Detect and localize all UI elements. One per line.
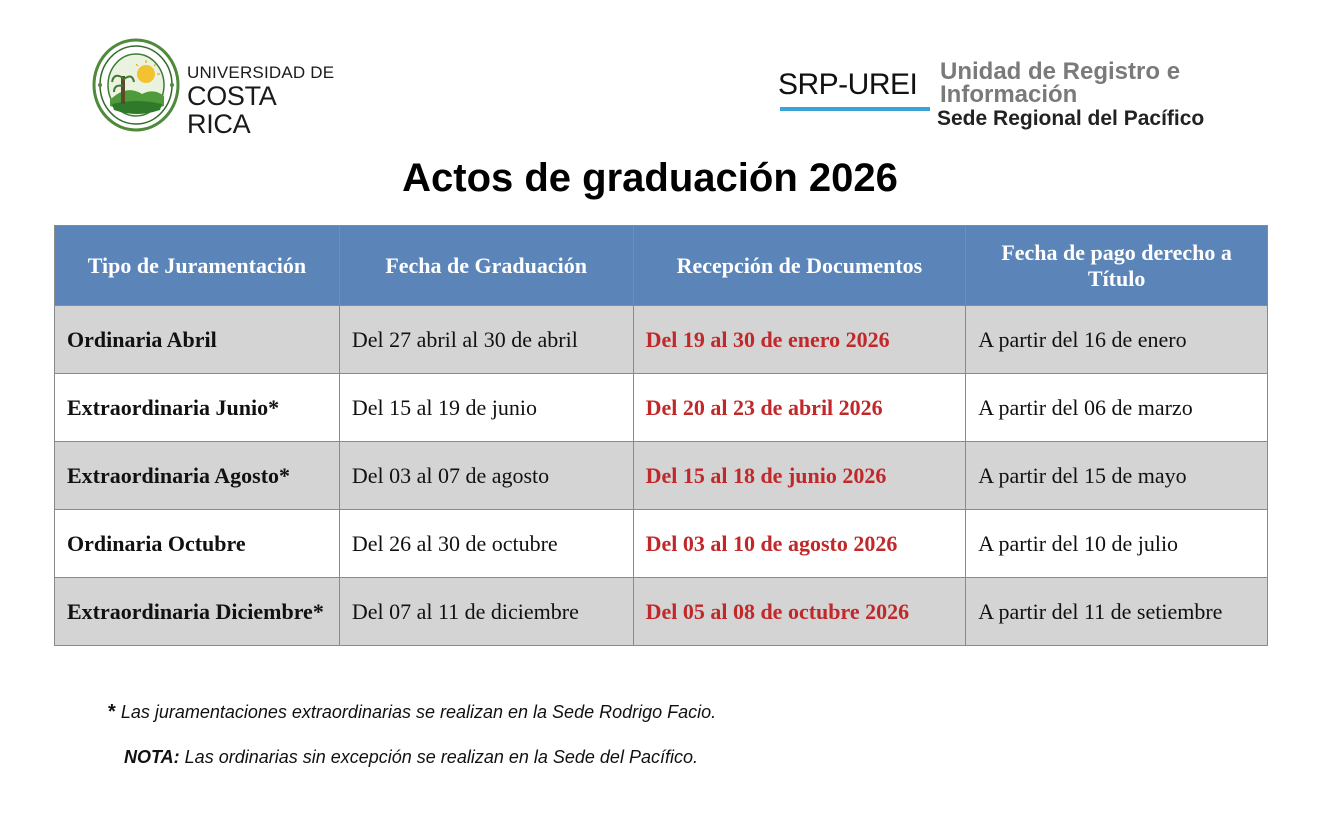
table-row (55, 306, 1268, 374)
cell-tipo: Extraordinaria Junio* (55, 374, 340, 442)
column-header-tipo: Tipo de Juramentación (55, 226, 340, 306)
cell-pago: A partir del 15 de mayo (966, 442, 1268, 510)
ucr-logo (92, 38, 342, 139)
cell-tipo: Extraordinaria Agosto* (55, 442, 340, 510)
cell-fecha: Del 27 abril al 30 de abril (339, 306, 633, 374)
srp-unit-line1: Unidad de Registro e (940, 58, 1181, 85)
column-header-fecha: Fecha de Graduación (339, 226, 633, 306)
footnote-text: Las juramentaciones extraordinarias se realizan en la Sede Rodrigo Facio. (120, 702, 717, 722)
graduation-table (54, 225, 1268, 646)
cell-fecha: Del 03 al 07 de agosto (339, 442, 633, 510)
table-row (55, 442, 1268, 510)
cell-recepcion: Del 03 al 10 de agosto 2026 (633, 510, 966, 578)
ucr-name-line2: COSTA RICA (187, 81, 276, 139)
cell-fecha: Del 15 al 19 de junio (339, 374, 633, 442)
cell-recepcion: Del 20 al 23 de abril 2026 (633, 374, 966, 442)
srp-code: SRP-UREI (778, 68, 918, 101)
cell-tipo: Ordinaria Abril (55, 306, 340, 374)
srp-urei-logo (776, 58, 1236, 138)
column-header-recepcion: Recepción de Documentos (633, 226, 966, 306)
cell-fecha: Del 07 al 11 de diciembre (339, 578, 633, 646)
cell-recepcion: Del 19 al 30 de enero 2026 (633, 306, 966, 374)
table-row (55, 374, 1268, 442)
nota-text: Las ordinarias sin excepción se realizan en la Sede del Pacífico. (184, 747, 698, 767)
srp-sede: Sede Regional del Pacífico (937, 107, 1205, 130)
cell-fecha: Del 26 al 30 de octubre (339, 510, 633, 578)
ucr-wordmark (187, 64, 342, 138)
cell-pago: A partir del 11 de setiembre (966, 578, 1268, 646)
nota-label: NOTA: (124, 747, 180, 767)
cell-tipo: Ordinaria Octubre (55, 510, 340, 578)
table-row (55, 578, 1268, 646)
table-row (55, 510, 1268, 578)
cell-recepcion: Del 05 al 08 de octubre 2026 (633, 578, 966, 646)
column-header-pago: Fecha de pago derecho a Título (966, 226, 1268, 306)
ucr-seal-icon (92, 38, 180, 132)
footnote-asterisk: * (108, 701, 116, 723)
ucr-name-line1: UNIVERSIDAD DE (187, 63, 335, 82)
footnote-extraordinarias (108, 701, 716, 724)
srp-accent-bar (780, 107, 930, 111)
nota (124, 747, 698, 768)
cell-recepcion: Del 15 al 18 de junio 2026 (633, 442, 966, 510)
page-title: Actos de graduación 2026 (402, 156, 898, 200)
srp-unit-line2: Información (940, 81, 1078, 108)
table-header-row (55, 226, 1268, 306)
cell-pago: A partir del 10 de julio (966, 510, 1268, 578)
cell-pago: A partir del 06 de marzo (966, 374, 1268, 442)
cell-tipo: Extraordinaria Diciembre* (55, 578, 340, 646)
cell-pago: A partir del 16 de enero (966, 306, 1268, 374)
